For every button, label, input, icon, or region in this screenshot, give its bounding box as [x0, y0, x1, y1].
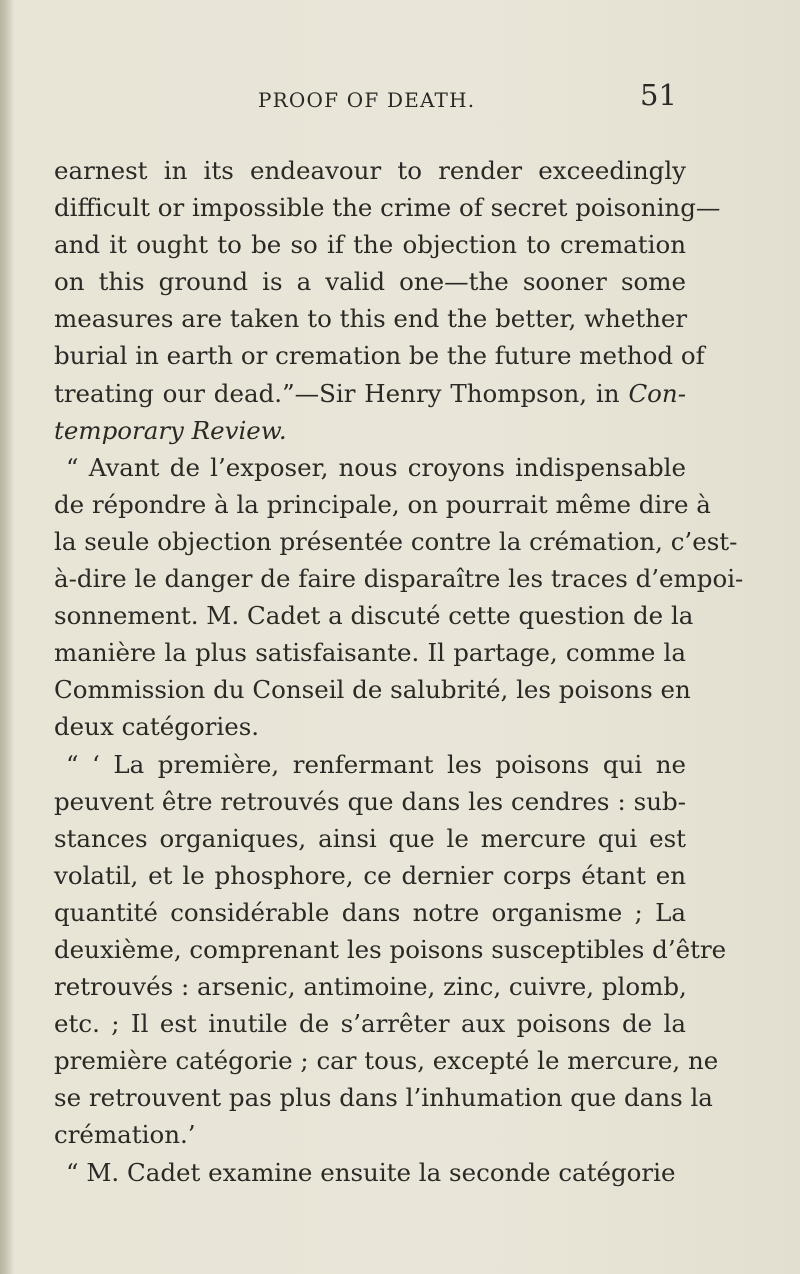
attribution-text: treating our dead.”—Sir Henry Thompson, in — [54, 378, 620, 408]
text-line: etc. ; Il est inutile de s’arrêter aux poisons de la — [54, 1009, 686, 1039]
text-line: difficult or impossible the crime of secret poisoning— — [54, 193, 721, 223]
text-line: de répondre à la principale, on pourrait même dire à — [54, 489, 711, 519]
binding-shadow — [0, 0, 14, 1274]
text-line: manière la plus satisfaisante. Il partage, comme la — [54, 638, 686, 668]
text-line: se retrouvent pas plus dans l’inhumation que dans la — [54, 1083, 713, 1113]
text-line: stances organiques, ainsi que le mercure qui est — [54, 823, 686, 853]
journal-title-line: temporary Review. — [54, 415, 287, 445]
page-number: 51 — [640, 78, 677, 112]
text-line: measures are taken to this end the better, whether — [54, 304, 688, 334]
text-line: première catégorie ; car tous, excepté le mercure, ne — [54, 1046, 719, 1076]
text-line: quantité considérable dans notre organisme ; La — [54, 897, 686, 927]
text-line: Commission du Conseil de salubrité, les poisons en — [54, 675, 691, 705]
text-line: on this ground is a valid one—the sooner some — [54, 267, 686, 297]
text-line: and it ought to be so if the objection to cremation — [54, 230, 686, 260]
text-line: la seule objection présentée contre la crémation, c’est- — [54, 526, 738, 556]
text-line: deuxième, comprenant les poisons susceptibles d’être — [54, 934, 727, 964]
text-line: “ M. Cadet examine ensuite la seconde catégorie — [66, 1157, 676, 1187]
text-line: earnest in its endeavour to render exceedingly — [54, 156, 686, 185]
journal-title-part: Con- — [628, 378, 686, 408]
text-line: “ ‘ La première, renfermant les poisons qui ne — [66, 749, 686, 779]
text-line: sonnement. M. Cadet a discuté cette question de la — [54, 601, 694, 631]
text-line: burial in earth or cremation be the future method of — [54, 341, 705, 371]
text-line: peuvent être retrouvés que dans les cendres : sub- — [54, 786, 686, 816]
text-line: retrouvés : arsenic, antimoine, zinc, cuivre, plomb, — [54, 972, 687, 1002]
text-line: volatil, et le phosphore, ce dernier corps étant en — [54, 860, 686, 890]
text-line: à-dire le danger de faire disparaître les traces d’empoi- — [54, 564, 744, 594]
text-line — [54, 375, 686, 412]
running-head: PROOF OF DEATH. — [258, 88, 476, 112]
text-line: crémation.’ — [54, 1120, 196, 1150]
text-line: deux catégories. — [54, 712, 260, 742]
text-line: “ Avant de l’exposer, nous croyons indispensable — [66, 452, 686, 482]
body-text — [54, 152, 744, 1191]
